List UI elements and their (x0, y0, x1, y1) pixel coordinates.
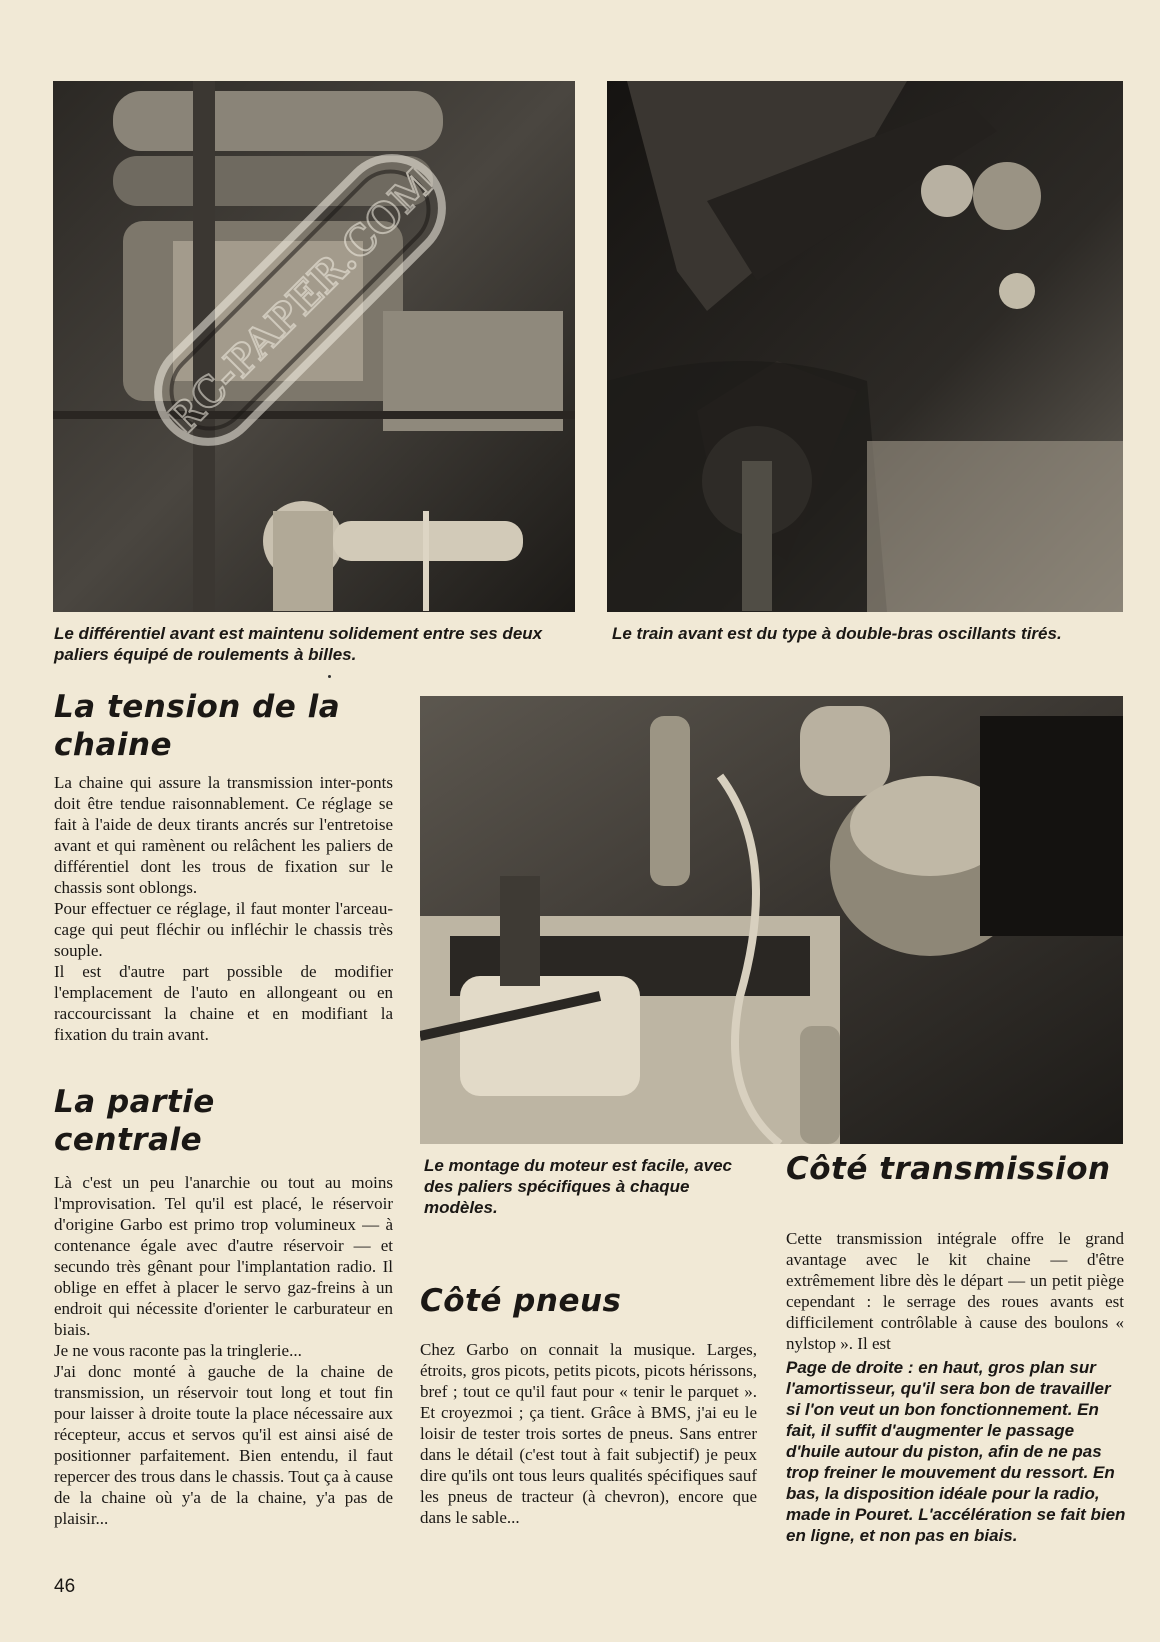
decorative-dot (328, 675, 331, 678)
photo-front-differential-caption: Le différentiel avant est maintenu solidement entre ses deux paliers équipé de roulements à billes. (54, 624, 543, 664)
photo-front-suspension (607, 81, 1123, 612)
paragraph: La chaine qui assure la transmission inter-ponts doit être tendue raisonnablement. Ce réglage se fait à l'aide de deux tirants ancrés sur l'entretoise avant et qui ramènent ou relâchent les paliers de différentiel dont les trous de fixation sur le chassis sont oblongs. (54, 773, 393, 897)
paragraph: Là c'est un peu l'anarchie ou tout au moins l'mprovisation. Tel qu'il est placé, le réservoir d'origine Garbo est primo trop volumineux — à contenance égale avec d'autre réservoir — et secundo très gênant pour l'implantation radio. Il oblige en effet à placer le servo gaz-freins à un endroit qui nécessite d'orienter le carburateur en biais. (54, 1173, 393, 1339)
heading-transmission: Côté transmission (786, 1151, 1111, 1187)
heading-centrale: La partie centrale (54, 1084, 215, 1158)
heading-tension: La tension de la chaine (54, 689, 341, 763)
photo-engine-mount (420, 696, 1123, 1144)
heading-pneus: Côté pneus (420, 1283, 622, 1319)
text-transmission (786, 1228, 1124, 1354)
paragraph: Cette transmission intégrale offre le grand avantage avec le kit chaine — d'être extrêmement libre dès le départ — un petit piège cependant : le serrage des roues avants est difficilement contrôlable à cause des boulons « nylstop ». Il est (786, 1229, 1124, 1353)
text-tension (54, 772, 393, 1045)
paragraph: Je ne vous raconte pas la tringlerie... (54, 1341, 302, 1360)
paragraph: J'ai donc monté à gauche de la chaine de transmission, un réservoir tout long et tout fin pour laisser à droite toute la place nécessaire aux récepteur, accus et servos qu'il est ainsi aisé de positionner parfaitement. Bien entendu, il faut repercer des trous dans le chassis. Tout ça à cause de la chaine où y'a de la chaine, y'a pas de plaisir... (54, 1362, 393, 1528)
photo-front-suspension-caption: Le train avant est du type à double-bras oscillants tirés. (612, 624, 1062, 643)
sidebar-caption-right-page: Page de droite : en haut, gros plan sur l'amortisseur, qu'il sera bon de travailler si l'on veut un bon fonctionnement. En fait, il suffit d'augmenter le passage d'huile autour du piston, afin de ne pas trop freiner le mouvement du ressort. En bas, la disposition idéale pour la radio, made in Pouret. L'accélération se fait bien en ligne, et non pas en biais. (786, 1358, 1126, 1545)
paragraph: Il est d'autre part possible de modifier l'emplacement de l'auto en allongeant ou en raccourcissant la chaine et en modifiant la fixation du train avant. (54, 962, 393, 1044)
paragraph: Chez Garbo on connait la musique. Larges, étroits, gros picots, petits picots, picots hérissons, bref ; tout ce qu'il faut pour « tenir le parquet ». Et croyezmoi ; ça tient. Grâce à BMS, j'ai eu le loisir de tester trois sortes de pneus. Sans entrer dans le détail (c'est tout à fait subjectif) je peux dire qu'ils ont tous leurs qualités spécifiques sauf les pneus de tracteur (à chevron), encore que dans le sable... (420, 1340, 757, 1527)
text-pneus (420, 1339, 757, 1528)
text-centrale (54, 1172, 393, 1529)
page-number: 46 (54, 1576, 76, 1597)
paragraph: Pour effectuer ce réglage, il faut monter l'arceau-cage qui peut fléchir ou infléchir le chassis très souple. (54, 899, 393, 960)
photo-engine-mount-caption: Le montage du moteur est facile, avec des paliers spécifiques à chaque modèles. (424, 1156, 732, 1217)
watermark-logo (100, 100, 500, 500)
svg-text:RC-PAPER.COM: RC-PAPER.COM (157, 157, 445, 445)
